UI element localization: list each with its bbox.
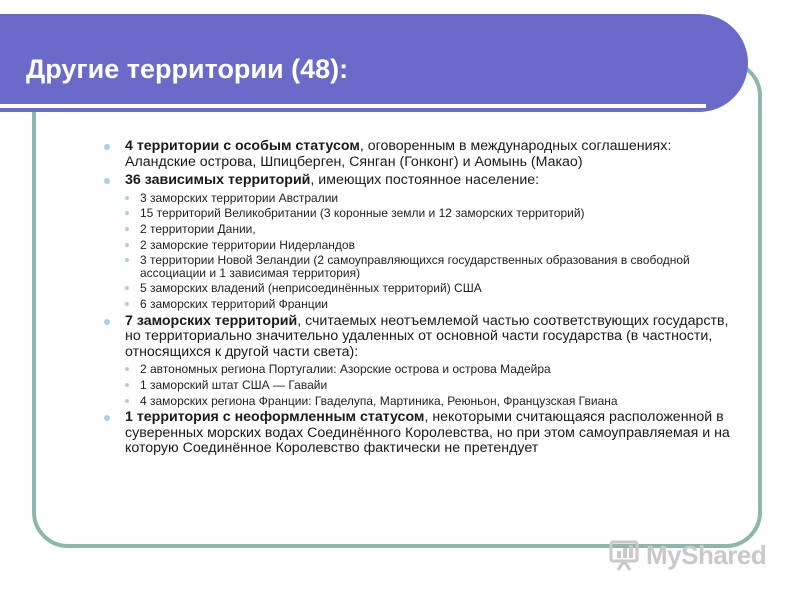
item-bold: 36 зависимых территорий bbox=[125, 172, 311, 189]
bullet-icon bbox=[104, 415, 110, 421]
bullet-icon bbox=[125, 383, 129, 387]
bullet-icon bbox=[125, 243, 129, 247]
list-item bbox=[104, 410, 736, 457]
sub-list-item bbox=[125, 207, 736, 220]
bullet-icon bbox=[125, 196, 129, 200]
list-item bbox=[104, 173, 736, 310]
sub-list-item bbox=[125, 223, 736, 236]
sub-list-item bbox=[125, 254, 736, 279]
slide-content bbox=[104, 139, 736, 460]
sub-item-text: 3 заморских территории Австралии bbox=[140, 190, 339, 205]
bullet-icon bbox=[104, 178, 110, 184]
sub-list-item bbox=[125, 363, 736, 376]
list-item bbox=[104, 139, 736, 170]
bullet-icon bbox=[125, 302, 129, 306]
item-text: , имеющих постоянное население: bbox=[310, 172, 540, 189]
item-bold: 4 территории с особым статусом bbox=[125, 138, 360, 154]
sub-item-text: 3 территории Новой Зеландии (2 самоуправляющихся государственных образования в свободной ассоциации и 1 зависимая территория) bbox=[140, 253, 690, 280]
bullet-icon bbox=[125, 399, 129, 403]
main-list bbox=[104, 139, 736, 457]
sub-list-item bbox=[125, 192, 736, 205]
item-text: , считаемых неотъемлемой частью соответствующих государств, но территориально значительно удаленных от основной части государства (в частности, относящихся к другой части света): bbox=[125, 312, 729, 360]
bullet-icon bbox=[104, 144, 110, 150]
slide-title: Другие территории (48): bbox=[26, 54, 349, 84]
watermark-text: MyShared bbox=[646, 540, 767, 570]
sub-item-text: 2 территории Дании, bbox=[140, 221, 256, 236]
sub-list-item bbox=[125, 239, 736, 252]
item-text: , некоторыми считающаяся расположенной в суверенных морских водах Соединённого Королевства, но при этом самоуправляемая и на которую Соединённое Королевство фактически не претендует bbox=[125, 409, 730, 457]
sub-list-item bbox=[125, 379, 736, 392]
sub-list-item bbox=[125, 282, 736, 295]
bullet-icon bbox=[125, 258, 129, 262]
bullet-icon bbox=[125, 286, 129, 290]
sub-list-item bbox=[125, 298, 736, 311]
sub-item-text: 6 заморских территорий Франции bbox=[140, 296, 328, 311]
bullet-icon bbox=[125, 227, 129, 231]
sub-list bbox=[125, 192, 736, 311]
header-divider bbox=[0, 104, 706, 108]
watermark bbox=[608, 536, 778, 576]
bullet-icon bbox=[125, 211, 129, 215]
sub-item-text: 4 заморских региона Франции: Гваделупа, Мартиника, Реюньон, Французская Гвиана bbox=[140, 393, 618, 408]
item-bold: 7 заморских территорий bbox=[125, 312, 298, 329]
bullet-icon bbox=[104, 319, 110, 325]
sub-item-text: 15 территорий Великобритании (3 коронные земли и 12 заморских территорий) bbox=[140, 206, 585, 221]
item-text: , оговоренным в международных соглашениях: Аландские острова, Шпицберген, Сянган (Гонконг) и Аомынь (Макао) bbox=[125, 138, 672, 170]
sub-item-text: 5 заморских владений (неприсоединённых территорий) США bbox=[140, 281, 482, 296]
sub-item-text: 1 заморский штат США — Гавайи bbox=[140, 377, 328, 392]
item-bold: 1 территория с неоформленным статусом bbox=[125, 409, 425, 426]
sub-item-text: 2 заморские территории Нидерландов bbox=[140, 237, 355, 252]
bullet-icon bbox=[125, 367, 129, 371]
sub-item-text: 2 автономных региона Португалии: Азорские острова и острова Мадейра bbox=[140, 362, 551, 377]
sub-list-item bbox=[125, 395, 736, 408]
sub-list bbox=[125, 363, 736, 407]
list-item bbox=[104, 314, 736, 408]
presentation-board-icon bbox=[608, 540, 642, 572]
